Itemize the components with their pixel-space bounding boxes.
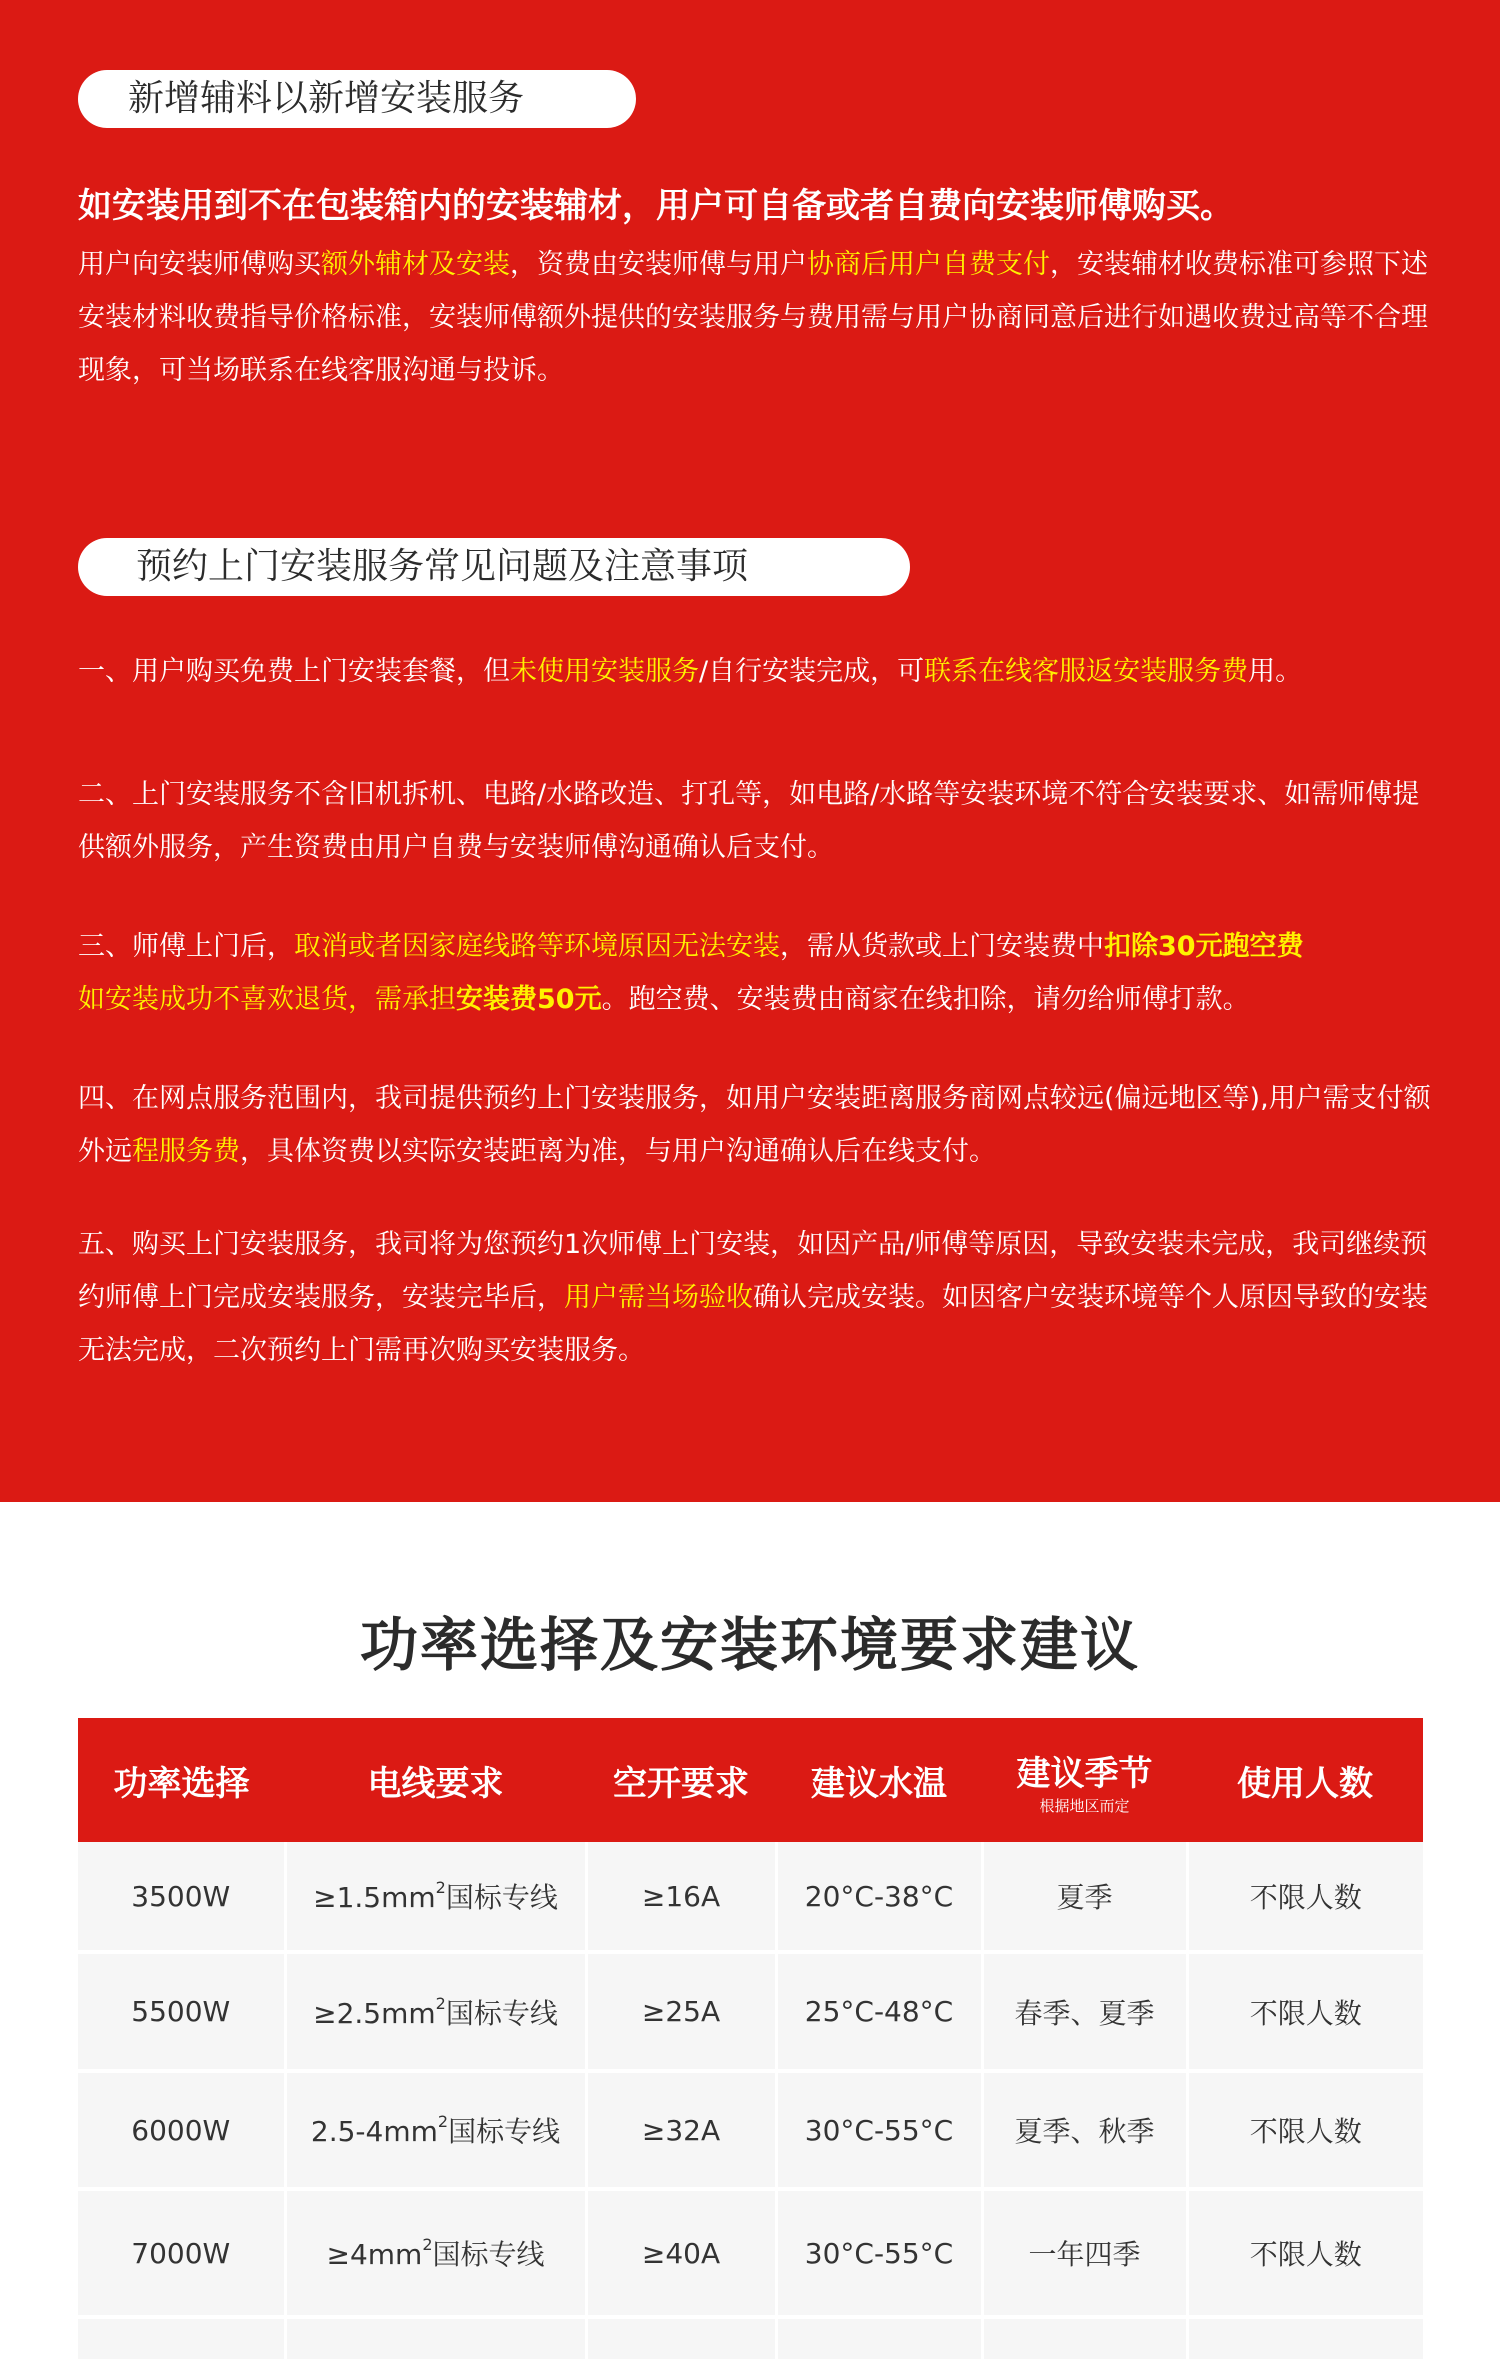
header-season: [982, 1718, 1187, 1842]
wire-size: ≥2.5mm: [313, 1996, 436, 2030]
cell-users: 不限人数: [1187, 2189, 1423, 2317]
table-row: [78, 2189, 1423, 2317]
cell-empty: [1187, 2317, 1423, 2361]
wire-size: ≥4mm: [326, 2238, 423, 2271]
cell-empty: [285, 2317, 586, 2361]
highlight-text-bold: 扣除30元跑空费: [1104, 931, 1304, 962]
text-span: ，需从货款或上门安装费中: [780, 931, 1104, 962]
highlight-text-bold: 安装费50元: [456, 984, 602, 1015]
faq-item-5: [78, 1218, 1440, 1377]
cell-season: 夏季: [982, 1842, 1187, 1952]
cell-users: 不限人数: [1187, 1952, 1423, 2071]
wire-size: ≥1.5mm: [313, 1881, 436, 1914]
cell-season: 春季、夏季: [982, 1952, 1187, 2071]
wire-type: 国标专线: [445, 1881, 558, 1914]
wire-sup: 2: [435, 1878, 446, 1897]
text-span: 确认完成安装。如因客户安装环境等个人原因导致的安装无法完成，二次预约上门需再次购买安装服务。: [78, 1282, 1428, 1366]
highlight-text: 用户需当场验收: [564, 1282, 753, 1313]
highlight-text: 取消或者因家庭线路等环境原因无法安装: [294, 931, 780, 962]
highlight-text: 程服务费: [132, 1136, 240, 1167]
faq-item-4: [78, 1072, 1440, 1178]
cell-power: 6000W: [78, 2071, 285, 2189]
wire-sup: 2: [422, 2235, 433, 2254]
cell-empty: [776, 2317, 982, 2361]
cell-breaker: ≥25A: [586, 1952, 776, 2071]
cell-wire: [285, 2071, 586, 2189]
wire-type: 国标专线: [448, 2115, 561, 2148]
cell-temp: 25°C-48°C: [776, 1952, 982, 2071]
table-row: [78, 1952, 1423, 2071]
text-span: 用。: [1248, 656, 1303, 687]
header-wire: 电线要求: [285, 1718, 586, 1842]
highlight-text: 未使用安装服务: [510, 656, 699, 687]
faq-item-1: [78, 645, 1440, 698]
text-span: 用户向安装师傅购买: [78, 249, 321, 280]
highlight-text: 联系在线客服返安装服务费: [924, 656, 1249, 687]
cell-wire: [285, 2189, 586, 2317]
cell-temp: 30°C-55°C: [776, 2071, 982, 2189]
cell-season: 夏季、秋季: [982, 2071, 1187, 2189]
text-span: 三、师傅上门后，: [78, 931, 294, 962]
text-span: ，安装辅材收费标准可参照下述安装材料收费指导价格标准，安装师傅额外提供的安装服务与费用需与用户协商同意后进行如遇收费过高等不合理现象，可当场联系在线客服沟通与投诉。: [78, 249, 1428, 386]
cell-season: 一年四季: [982, 2189, 1187, 2317]
table-row: [78, 1842, 1423, 1952]
cell-wire: [285, 1842, 586, 1952]
section-title: 新增辅料以新增安装服务: [128, 78, 525, 119]
header-users: 使用人数: [1187, 1718, 1423, 1842]
cell-power: 3500W: [78, 1842, 285, 1952]
text-span: /自行安装完成，可: [699, 656, 925, 687]
header-season-note: 根据地区而定: [1039, 1796, 1130, 1815]
header-season-label: 建议季节: [1016, 1753, 1153, 1794]
wire-sup: 2: [437, 2112, 449, 2131]
faq-item-3: [78, 920, 1440, 1026]
cell-empty: [78, 2317, 285, 2361]
text-span: 五、购买上门安装服务，我司将为您预约1次师傅上门安装，如因产品/师傅等原因，导致安装未完成，我司继续预约师傅上门完成安装服务，安装完毕后，: [78, 1229, 1428, 1313]
highlight-text: 额外辅材及安装: [321, 249, 510, 280]
text-span: ，资费由安装师傅与用户: [510, 249, 807, 280]
cell-temp: 20°C-38°C: [776, 1842, 982, 1952]
section-title-pill-faq: [78, 538, 910, 596]
wire-size: 2.5-4mm: [310, 2115, 438, 2148]
cell-breaker: ≥40A: [586, 2189, 776, 2317]
table-row: [78, 2071, 1423, 2189]
header-power: 功率选择: [78, 1718, 285, 1842]
accessories-lead: 如安装用到不在包装箱内的安装辅材，用户可自备或者自费向安装师傅购买。: [78, 186, 1234, 226]
wire-sup: 2: [435, 1993, 446, 2013]
cell-breaker: ≥32A: [586, 2071, 776, 2189]
wire-type: 国标专线: [445, 1996, 558, 2030]
cell-users: 不限人数: [1187, 2071, 1423, 2189]
text-span: 四、在网点服务范围内，我司提供预约上门安装服务，如用户安装距离服务商网点较远(偏远地区等),用户需支付额外远: [78, 1083, 1431, 1167]
cell-wire: [285, 1952, 586, 2071]
power-requirements-table: [78, 1718, 1423, 2363]
table-row-partial: [78, 2317, 1423, 2361]
section-title-pill-accessories: [78, 70, 636, 128]
accessories-paragraph: [78, 238, 1440, 397]
cell-breaker: ≥16A: [586, 1842, 776, 1952]
wire-type: 国标专线: [432, 2238, 545, 2271]
highlight-text: 如安装成功不喜欢退货，需承担: [78, 984, 456, 1015]
cell-temp: 30°C-55°C: [776, 2189, 982, 2317]
cell-users: 不限人数: [1187, 1842, 1423, 1952]
table-header-row: [78, 1718, 1423, 1842]
section-title: 预约上门安装服务常见问题及注意事项: [136, 546, 749, 587]
cell-empty: [586, 2317, 776, 2361]
header-water-temp: 建议水温: [776, 1718, 982, 1842]
text-span: 一、用户购买免费上门安装套餐，但: [78, 656, 510, 687]
faq-item-2: 二、上门安装服务不含旧机拆机、电路/水路改造、打孔等，如电路/水路等安装环境不符合安装要求、如需师傅提供额外服务，产生资费由用户自费与安装师傅沟通确认后支付。: [78, 779, 1420, 863]
cell-empty: [982, 2317, 1187, 2361]
cell-power: 5500W: [78, 1952, 285, 2071]
text-span: ，具体资费以实际安装距离为准，与用户沟通确认后在线支付。: [240, 1136, 996, 1167]
text-span: 。跑空费、安装费由商家在线扣除，请勿给师傅打款。: [601, 984, 1250, 1015]
header-breaker: 空开要求: [586, 1718, 776, 1842]
power-section-title: 功率选择及安装环境要求建议: [359, 1611, 1140, 1679]
cell-power: 7000W: [78, 2189, 285, 2317]
highlight-text: 协商后用户自费支付: [807, 249, 1050, 280]
